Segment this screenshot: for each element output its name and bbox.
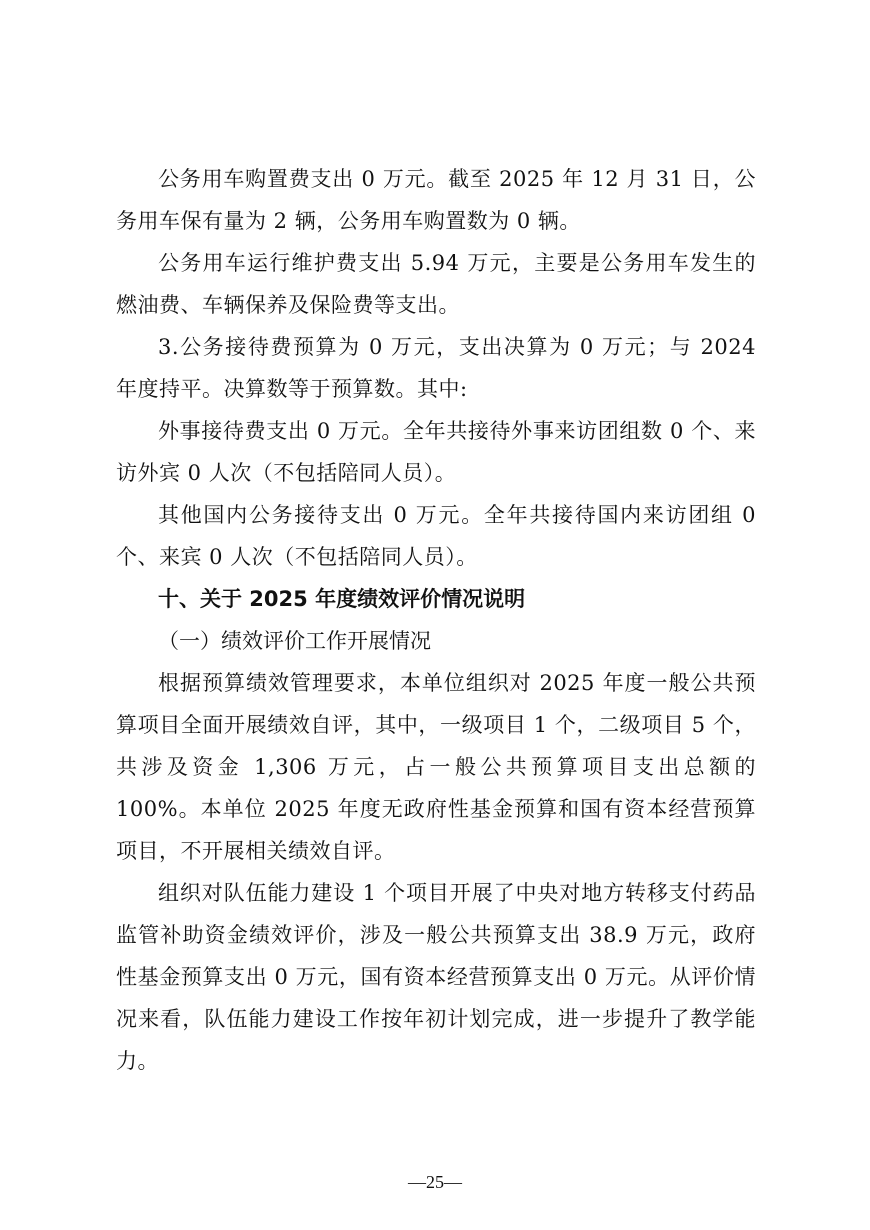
document-body [116,158,756,1082]
subsection-heading: （一）绩效评价工作开展情况 [158,629,431,653]
page-number: —25— [408,1172,462,1192]
paragraph-foreign-reception: 外事接待费支出 0 万元。全年共接待外事来访团组数 0 个、来访外宾 0 人次（不包括陪同人员）。 [116,419,756,485]
paragraph-reception-budget: 3.公务接待费预算为 0 万元，支出决算为 0 万元；与 2024 年度持平。决算数等于预算数。其中: [116,335,756,401]
paragraph-project-evaluation: 组织对队伍能力建设 1 个项目开展了中央对地方转移支付药品监管补助资金绩效评价，涉及一般公共预算支出 38.9 万元，政府性基金预算支出 0 万元，国有资本经营预算支出 0 万元。从评价情况来看，队伍能力建设工作按年初计划完成，进一步提升了教学能力。 [116,881,756,1073]
paragraph-performance-self-evaluation: 根据预算绩效管理要求，本单位组织对 2025 年度一般公共预算项目全面开展绩效自评，其中，一级项目 1 个，二级项目 5 个，共涉及资金 1,306 万元，占一般公共预算项目支出总额的 100%。本单位 2025 年度无政府性基金预算和国有资本经营预算项目，不开展相关绩效自评。 [116,671,756,863]
paragraph-domestic-reception: 其他国内公务接待支出 0 万元。全年共接待国内来访团组 0 个、来宾 0 人次（不包括陪同人员）。 [116,503,756,569]
section-heading: 十、关于 2025 年度绩效评价情况说明 [158,587,526,611]
paragraph-vehicle-maintenance: 公务用车运行维护费支出 5.94 万元，主要是公务用车发生的燃油费、车辆保养及保险费等支出。 [116,251,756,317]
paragraph-vehicle-purchase: 公务用车购置费支出 0 万元。截至 2025 年 12 月 31 日，公务用车保有量为 2 辆，公务用车购置数为 0 辆。 [116,167,756,233]
